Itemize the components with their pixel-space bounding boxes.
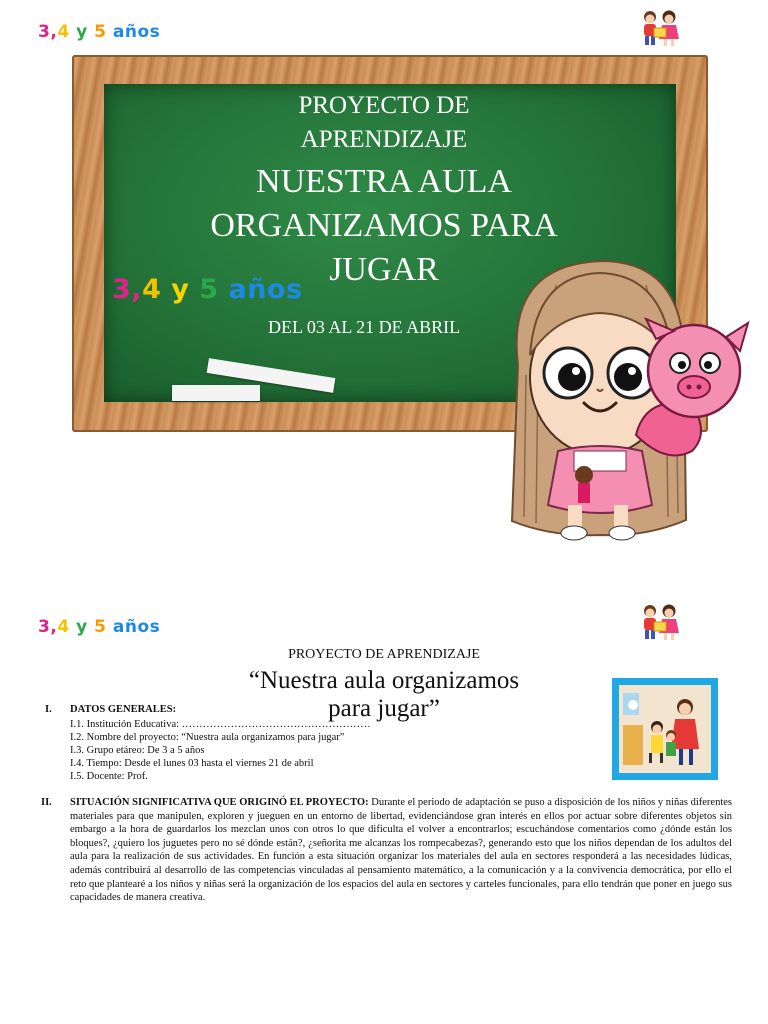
logo-char bbox=[161, 274, 171, 305]
logo-char: 3 bbox=[38, 617, 51, 637]
board-subtitle: PROYECTO DE bbox=[298, 92, 470, 119]
general-data-list bbox=[70, 718, 371, 783]
list-item: I.1. Institución Educativa: ……………………………………………… bbox=[70, 719, 371, 730]
logo-char bbox=[219, 274, 229, 305]
logo-char: s bbox=[286, 274, 303, 305]
section-title: SITUACIÓN SIGNIFICATIVA QUE ORIGINÓ EL PROYECTO: bbox=[70, 797, 369, 808]
section-number: I. bbox=[45, 704, 52, 715]
logo-char: , bbox=[50, 22, 58, 42]
logo-char: 4 bbox=[57, 22, 70, 42]
logo-char: ñ bbox=[124, 617, 138, 637]
logo-char: s bbox=[149, 617, 161, 637]
logo-char: a bbox=[228, 274, 248, 305]
chalk-stick bbox=[172, 385, 260, 401]
classroom-photo bbox=[619, 685, 711, 773]
logo-char: a bbox=[112, 22, 125, 42]
logo-char: o bbox=[137, 22, 150, 42]
age-logo bbox=[38, 22, 160, 42]
board-title-line: ORGANIZAMOS PARA bbox=[210, 207, 558, 244]
logo-char: 4 bbox=[57, 617, 70, 637]
logo-char: , bbox=[50, 617, 58, 637]
board-age-logo bbox=[112, 274, 303, 305]
logo-char: ñ bbox=[124, 22, 138, 42]
logo-char: 5 bbox=[94, 617, 107, 637]
logo-char: o bbox=[137, 617, 150, 637]
logo-char: a bbox=[112, 617, 125, 637]
board-subtitle-2: APRENDIZAJE bbox=[300, 126, 468, 153]
document-heading: PROYECTO DE APRENDIZAJE bbox=[288, 647, 480, 662]
logo-char: s bbox=[149, 22, 161, 42]
children-icon bbox=[638, 602, 682, 642]
logo-char: 3 bbox=[112, 274, 132, 305]
board-title-line: JUGAR bbox=[329, 251, 439, 288]
logo-char bbox=[189, 274, 199, 305]
logo-char: 5 bbox=[94, 22, 107, 42]
girl-with-puppet-illustration bbox=[496, 255, 758, 547]
board-dates: DEL 03 AL 21 DE ABRIL bbox=[268, 317, 461, 337]
logo-char: ñ bbox=[247, 274, 267, 305]
section-title: DATOS GENERALES: bbox=[70, 704, 177, 715]
age-logo bbox=[38, 617, 160, 637]
logo-char: 4 bbox=[142, 274, 162, 305]
list-item: I.4. Tiempo: Desde el lunes 03 hasta el viernes 21 de abril bbox=[70, 758, 314, 769]
section-body: Durante el periodo de adaptación se puso a disposición de los niños y niñas diferentes materiales para que manipulen, exploren y jueguen en un entorno de libertad, evidenciándose gran interés en ellos por actuar sobre diferentes objetos sin embargo a la hora de guardarlos los mezclan unos con otros lo que dificulta el volver a encontrarlos; escuchándose comentarios como ¿dónde están los bloques?, ¿quiero los juguetes pero no sé dónde están?, ¿señorita me alcanzas los rompecabezas?, generando esto que los niños dependan de los adultos del aula para la realización de sus actividades. En función a esta situación organizar los materiales del aula en sectores responderá a las necesidades lúdicas, además contribuirá al desarrollo de las competencias vinculadas al pensamiento matemático, a la comunicación y a la convivencia democrática, por ello el reto que plantearé a los niños y niñas será la organización de los espacios del aula en sectores y carteles funcionales, para ello tendrán que poner en juego sus capacidades de manera creativa. bbox=[70, 797, 732, 904]
logo-char: y bbox=[76, 617, 88, 637]
logo-char: 3 bbox=[38, 22, 51, 42]
board-title-line: NUESTRA AULA bbox=[256, 163, 512, 200]
document-title: “Nuestra aula organizamos bbox=[248, 667, 520, 694]
list-item: I.5. Docente: Prof. bbox=[70, 771, 148, 782]
board-subtitle-clip bbox=[104, 126, 664, 153]
logo-char: y bbox=[171, 274, 190, 305]
logo-char: , bbox=[131, 274, 143, 305]
logo-char: o bbox=[266, 274, 287, 305]
section-number: II. bbox=[41, 797, 52, 808]
situation-paragraph bbox=[70, 796, 732, 905]
list-item: I.3. Grupo etáreo: De 3 a 5 años bbox=[70, 745, 205, 756]
logo-char: y bbox=[76, 22, 88, 42]
children-icon bbox=[638, 8, 682, 48]
logo-char: 5 bbox=[199, 274, 219, 305]
list-item: I.2. Nombre del proyecto: “Nuestra aula organizamos para jugar” bbox=[70, 732, 345, 743]
document-title-2: para jugar” bbox=[328, 695, 440, 722]
